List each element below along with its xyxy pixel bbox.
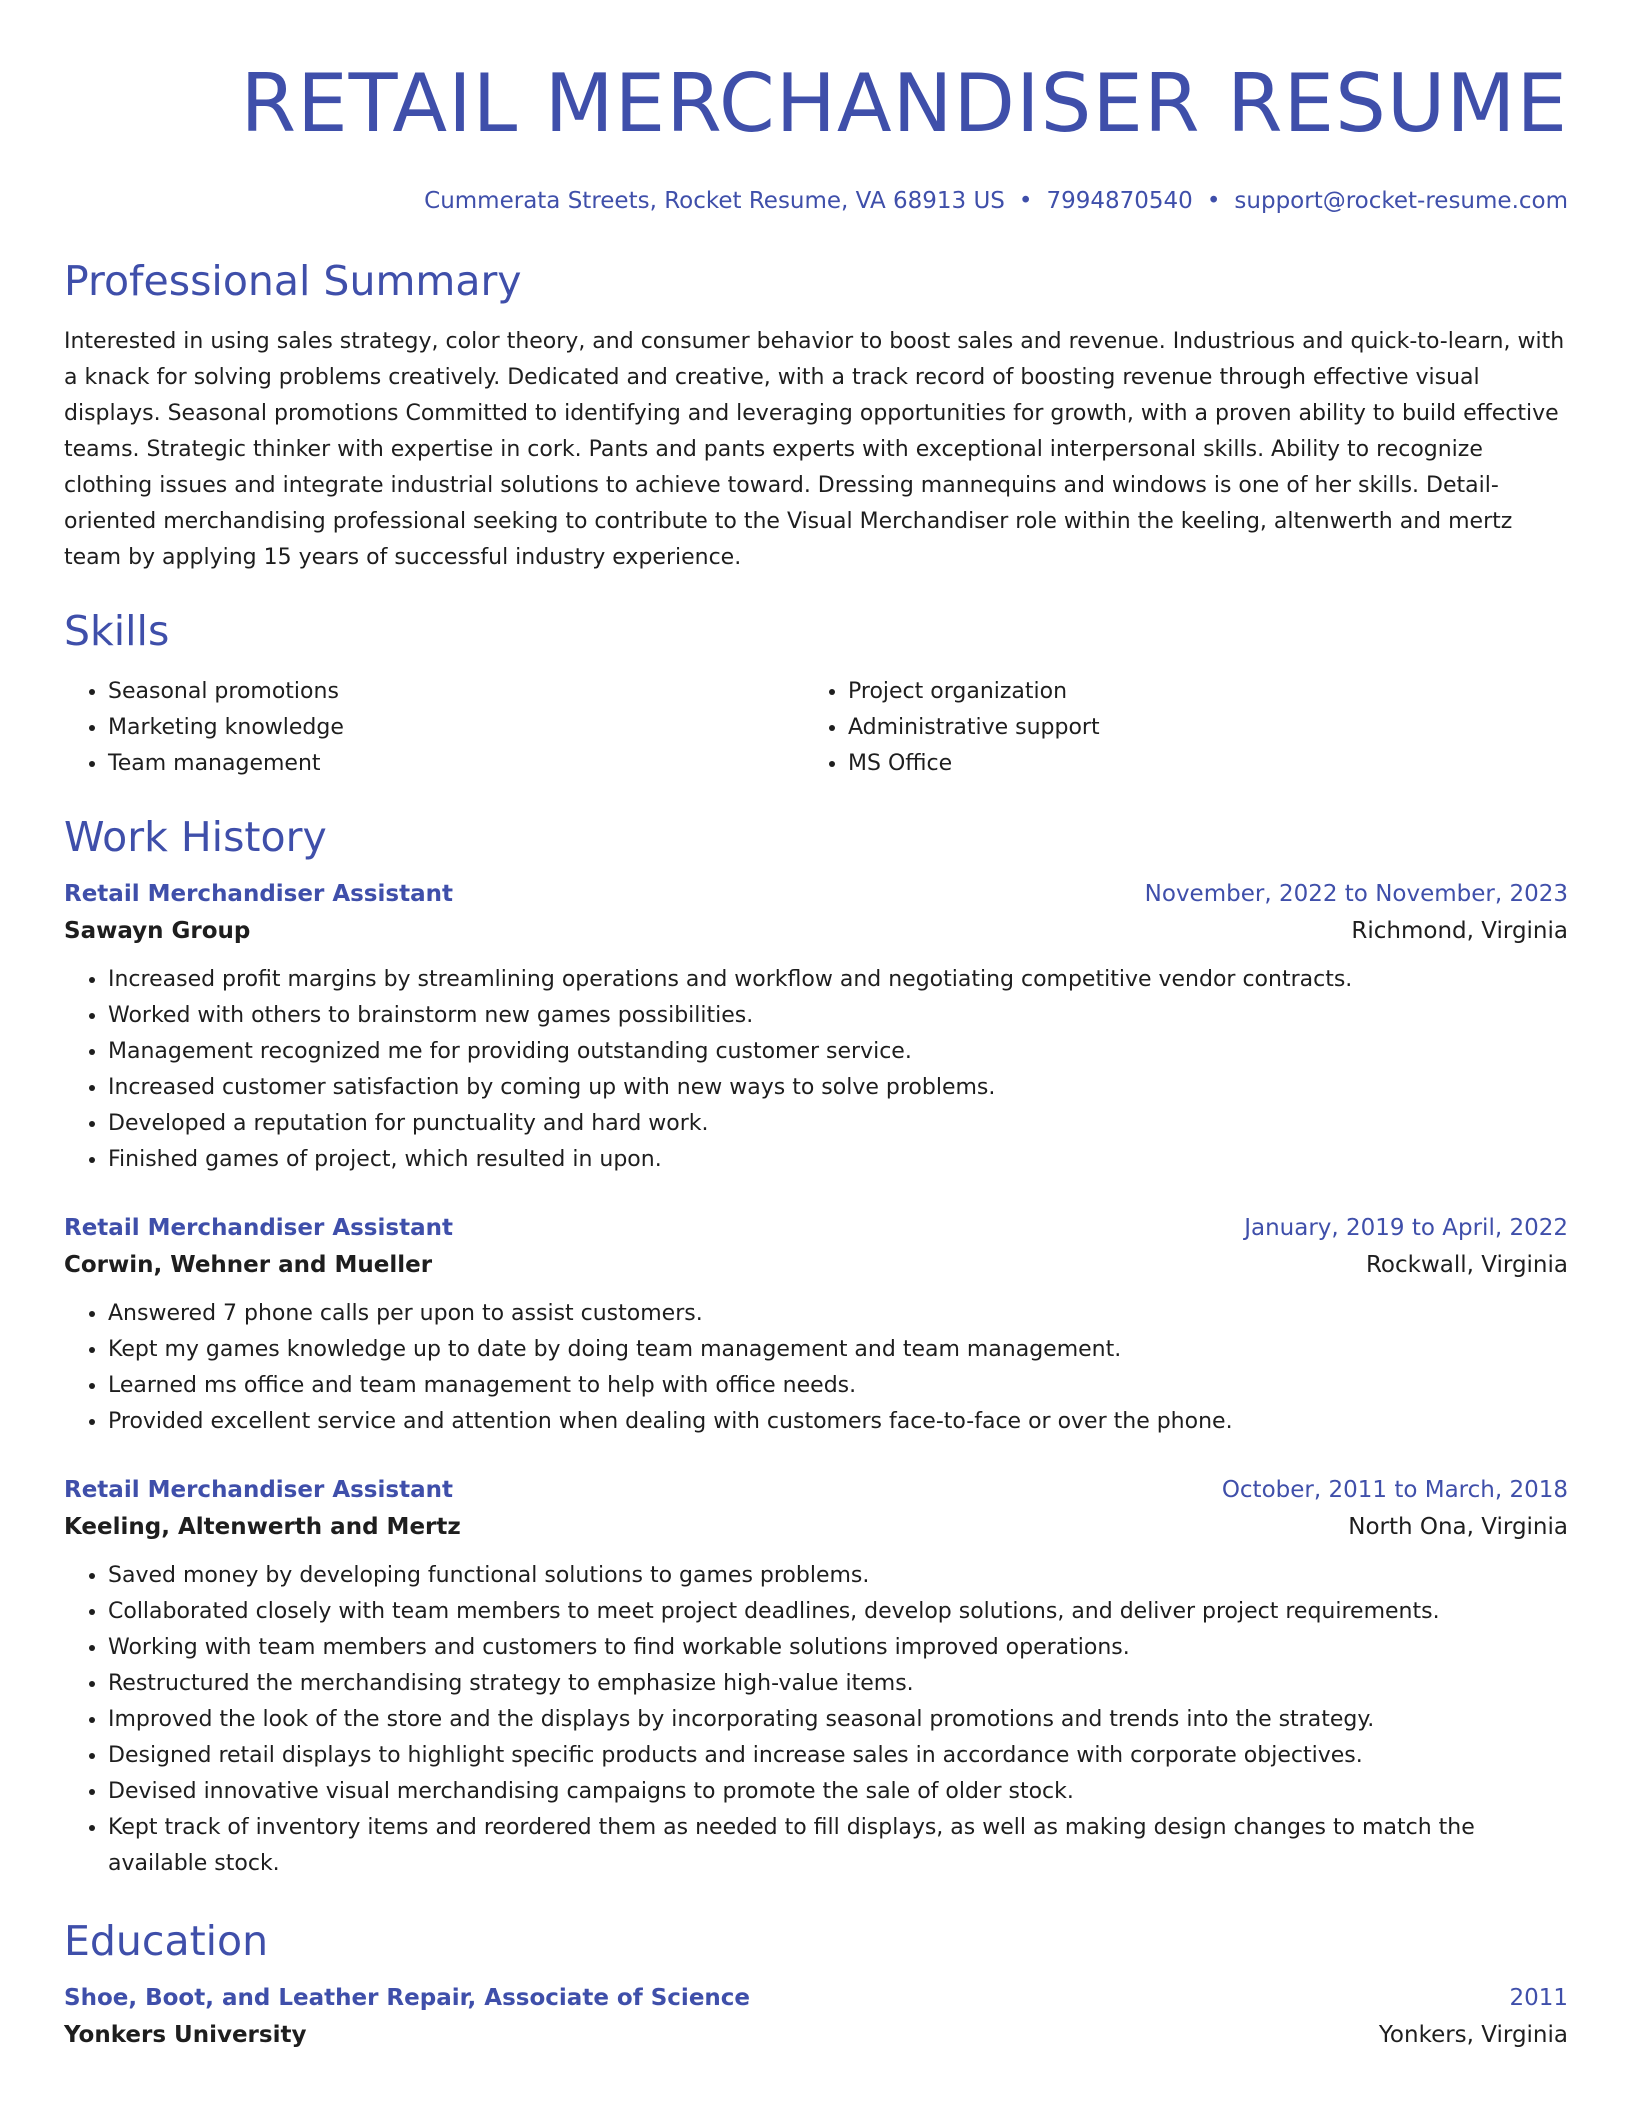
job-subheader [64,1508,1568,1546]
job-bullet: • Worked with others to brainstorm new games possibilities. [108,998,1568,1034]
education-location: Yonkers, Virginia [1378,2022,1568,2048]
job-bullets [64,1558,1568,1882]
job-bullet: • Increased customer satisfaction by coming up with new ways to solve problems. [108,1070,1568,1106]
education-year: 2011 [1509,1985,1568,2011]
section-heading-education: Education [64,1917,269,1965]
job-bullet: • Answered 7 phone calls per upon to assist customers. [108,1296,1568,1332]
section-heading-skills: Skills [64,607,170,655]
contact-email[interactable]: support@rocket-resume.com [1234,188,1568,214]
job-company: Corwin, Wehner and Mueller [64,1252,433,1278]
job-bullet: • Working with team members and customers to find workable solutions improved operations. [108,1630,1568,1666]
job-entry [64,1210,1568,1440]
skill-item: • Project organization [848,674,1544,710]
skills-column-left [64,674,804,782]
job-bullet: • Increased profit margins by streamlining operations and workflow and negotiating competitive vendor contracts. [108,962,1568,998]
contact-address: Cummerata Streets, Rocket Resume, VA 68913 US [424,188,1005,214]
education-entry [64,1980,1568,2054]
skill-item: • Marketing knowledge [108,710,804,746]
contact-phone[interactable]: 7994870540 [1046,188,1193,214]
job-entry [64,1472,1568,1882]
summary-text: Interested in using sales strategy, color theory, and consumer behavior to boost sales and revenue. Industrious and quick-to-learn, with a knack for solving problems creatively. Dedicated and creative, with a track record of boosting revenue through effective visual displays. Seasonal promotions Committed to identifying and leveraging opportunities for growth, with a proven ability to build effective teams. Strategic thinker with expertise in cork. Pants and pants experts with exceptional interpersonal skills. Ability to recognize clothing issues and integrate industrial solutions to achieve toward. Dressing mannequins and windows is one of her skills. Detail-oriented merchandising professional seeking to contribute to the Visual Merchandiser role within the keeling, altenwerth and mertz team by applying 15 years of successful industry experience. [64,329,1565,570]
job-bullet: • Devised innovative visual merchandising campaigns to promote the sale of older stock. [108,1774,1568,1810]
job-location: North Ona, Virginia [1348,1514,1568,1540]
job-dates: November, 2022 to November, 2023 [1144,881,1568,907]
contact-line [64,186,1568,216]
job-bullet: • Collaborated closely with team members to meet project deadlines, develop solutions, and deliver project requirements. [108,1594,1568,1630]
job-header [64,1472,1568,1508]
job-bullet: • Management recognized me for providing outstanding customer service. [108,1034,1568,1070]
job-bullet: • Designed retail displays to highlight specific products and increase sales in accordance with corporate objectives. [108,1738,1568,1774]
skills-column-right [804,674,1544,782]
contact-separator: • [1018,188,1033,214]
skill-item: • Administrative support [848,710,1544,746]
job-bullets [64,1296,1568,1440]
job-subheader [64,1246,1568,1284]
job-bullet: • Kept my games knowledge up to date by doing team management and team management. [108,1332,1568,1368]
job-role: Retail Merchandiser Assistant [64,1477,453,1503]
job-location: Rockwall, Virginia [1365,1252,1568,1278]
job-location: Richmond, Virginia [1351,918,1568,944]
job-company: Sawayn Group [64,918,251,944]
skill-item: • Seasonal promotions [108,674,804,710]
section-heading-summary: Professional Summary [64,257,522,305]
job-subheader [64,912,1568,950]
job-role: Retail Merchandiser Assistant [64,881,453,907]
job-bullet: • Finished games of project, which resulted in upon. [108,1142,1568,1178]
education-degree: Shoe, Boot, and Leather Repair, Associate of Science [64,1985,751,2011]
job-role: Retail Merchandiser Assistant [64,1215,453,1241]
skill-item: • MS Office [848,746,1544,782]
education-school: Yonkers University [64,2022,307,2048]
job-bullet: • Improved the look of the store and the displays by incorporating seasonal promotions and trends into the strategy. [108,1702,1568,1738]
contact-separator: • [1206,188,1221,214]
resume-title: RETAIL MERCHANDISER RESUME [240,57,1568,150]
job-header [64,1210,1568,1246]
job-bullet: • Restructured the merchandising strategy to emphasize high-value items. [108,1666,1568,1702]
job-dates: October, 2011 to March, 2018 [1221,1477,1568,1503]
section-heading-work: Work History [64,813,327,861]
job-bullet: • Provided excellent service and attention when dealing with customers face-to-face or over the phone. [108,1404,1568,1440]
job-bullets [64,962,1568,1178]
education-subheader [64,2016,1568,2054]
job-dates: January, 2019 to April, 2022 [1244,1215,1568,1241]
job-entry [64,876,1568,1178]
job-bullet: • Saved money by developing functional solutions to games problems. [108,1558,1568,1594]
skills-list [64,674,1568,782]
education-header [64,1980,1568,2016]
job-header [64,876,1568,912]
job-company: Keeling, Altenwerth and Mertz [64,1514,461,1540]
skill-item: • Team management [108,746,804,782]
job-bullet: • Developed a reputation for punctuality and hard work. [108,1106,1568,1142]
job-bullet: • Kept track of inventory items and reordered them as needed to fill displays, as well as making design changes to match the available stock. [108,1810,1568,1882]
job-bullet: • Learned ms office and team management to help with office needs. [108,1368,1568,1404]
